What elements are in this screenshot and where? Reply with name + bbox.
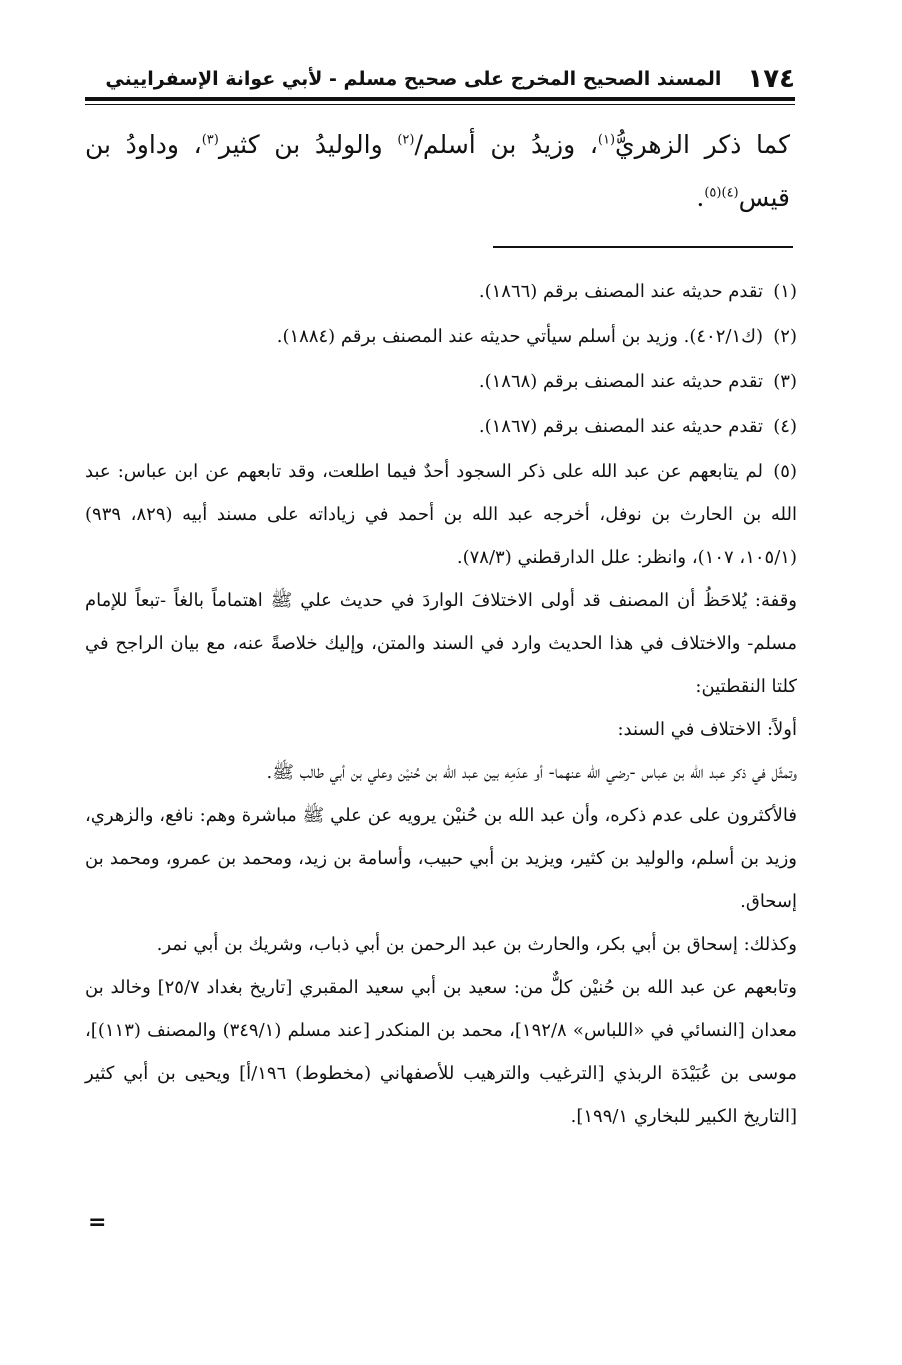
footnote-text: لم يتابعهم عن عبد الله على ذكر السجود أحدٌ فيما اطلعت، وقد تابعهم عن ابن عباس: عبد الله بن الحارث بن نوفل، أخرجه عبد الله بن أحمد في زياداته على مسند أبيه (٨٢٩، ٩٣٩) (١٠٥/١، ١٠٧)، وانظر: علل الدارقطني (٧٨/٣). (85, 461, 797, 568)
footnote-text: (ك٤٠٢/١). وزيد بن أسلم سيأتي حديثه عند المصنف برقم (١٨٨٤). (276, 326, 763, 347)
main-text-segment: ، وزيدُ بن أسلم/ (414, 130, 598, 159)
page-header (85, 62, 795, 96)
note-paragraph: وتابعهم عن عبد الله بن حُنيْن كلٌّ من: سعيد بن أبي سعيد المقبري [تاريخ بغداد ٢٥/٧] وخالد بن معدان [النسائي في «اللباس» ١٩٢/٨]، محمد بن المنكدر [عند مسلم (٣٤٩/١) والمصنف (١١٣)]، موسى بن عُبَيْدَة الربذي [الترغيب والترهيب للأصفهاني (مخطوط) ١٩٦/أ] ويحيى بن أبي كثير [التاريخ الكبير للبخاري ١٩٩/١]. (85, 977, 798, 1127)
header-rule-thick (85, 97, 795, 101)
main-text-segment: ، وداودُ بن قيس (85, 130, 790, 212)
header-rule-thin (85, 104, 795, 105)
page-number: ١٧٤ (747, 64, 795, 94)
footnote-ref: (٤)(٥) (704, 185, 739, 201)
footnote-1 (85, 270, 797, 313)
main-text-segment: . (696, 183, 705, 212)
main-text-segment: كما ذكر الزهريُّ (615, 130, 791, 159)
running-title: المسند الصحيح المخرج على صحيح مسلم - لأبي عوانة الإسفراييني (105, 68, 722, 90)
footnote-ref: (٢) (397, 132, 415, 148)
footnote-4 (85, 405, 797, 448)
footnote-3 (85, 360, 797, 403)
note-paragraph: وتمثّل في ذكر عبد الله بن عباس -رضي الله عنهما- أو عدَمِه بين عبد الله بن حُنيْن وعلي بن أبي طالب ﷺ. (266, 762, 797, 783)
footnote-text: تقدم حديثه عند المصنف برقم (١٨٦٦). (478, 281, 763, 302)
footnote-number: (٢) (773, 326, 797, 347)
note-section-heading: أولاً: الاختلاف في السند: (617, 719, 797, 740)
footnote-number: (٣) (773, 371, 797, 392)
footnote-text: تقدم حديثه عند المصنف برقم (١٨٦٧). (478, 416, 763, 437)
footnote-5-lead (85, 450, 797, 579)
note-pause-paragraph: وقفة: يُلاحَظُ أن المصنف قد أولى الاختلافَ الواردَ في حديث علي ﷺ اهتماماً بالغاً -تبعاً للإمام مسلم- والاختلاف في هذا الحديث وارد في السند والمتن، وإليك خلاصةً عنه، مع بيان الراجح في كلتا النقطتين: (85, 590, 797, 697)
footnote-number: (٥) (773, 461, 797, 482)
footnote-2 (85, 315, 797, 358)
note-paragraph: فالأكثرون على عدم ذكره، وأن عبد الله بن حُنيْن يرويه عن علي ﷺ مباشرة وهم: نافع، والزهري، وزيد بن أسلم، والوليد بن كثير، ويزيد بن أبي حبيب، وأسامة بن زيد، ومحمد بن عمرو، ومحمد بن إسحاق. (85, 805, 797, 912)
footnote-5 (85, 450, 797, 1138)
footnotes (85, 270, 797, 1140)
footnote-ref: (٣) (201, 132, 219, 148)
main-text-segment: والوليدُ بن كثير (218, 130, 398, 159)
footnote-text: تقدم حديثه عند المصنف برقم (١٨٦٨). (478, 371, 763, 392)
footnote-number: (٤) (773, 416, 797, 437)
footnote-ref: (١) (597, 132, 616, 148)
main-text (85, 118, 790, 224)
note-paragraph: وكذلك: إسحاق بن أبي بكر، والحارث بن عبد الرحمن بن أبي ذباب، وشريك بن أبي نمر. (156, 934, 797, 955)
page-end-mark: = (88, 1210, 107, 1235)
footnote-number: (١) (773, 281, 797, 302)
footnote-separator (493, 246, 793, 248)
